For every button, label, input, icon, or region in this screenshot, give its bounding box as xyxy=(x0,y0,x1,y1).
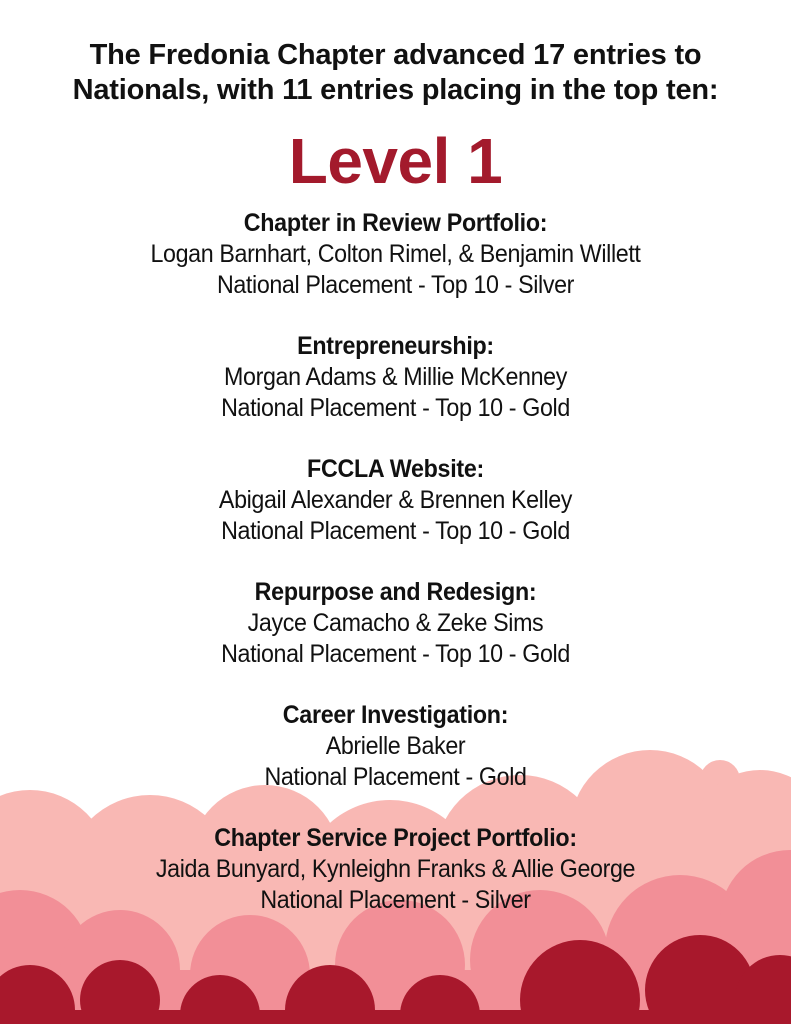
entry-members: Jaida Bunyard, Kynleighn Franks & Allie George xyxy=(155,855,636,883)
entry-members: Abigail Alexander & Brennen Kelley xyxy=(218,486,573,514)
entry xyxy=(0,454,791,547)
entry xyxy=(0,700,791,793)
entry xyxy=(0,208,791,301)
entry-placement: National Placement - Silver xyxy=(260,886,531,914)
entry-members: Abrielle Baker xyxy=(325,732,466,760)
entry xyxy=(0,823,791,916)
entry xyxy=(0,577,791,670)
entry-placement: National Placement - Top 10 - Gold xyxy=(221,640,570,668)
level-title: Level 1 xyxy=(288,125,503,197)
headline-line-2: Nationals, with 11 entries placing in the top ten: xyxy=(72,74,719,106)
entry-placement: National Placement - Gold xyxy=(264,763,527,791)
headline xyxy=(20,38,771,108)
entry-members: Morgan Adams & Millie McKenney xyxy=(224,363,567,391)
entry-title: Repurpose and Redesign: xyxy=(254,578,537,606)
entry xyxy=(0,331,791,424)
entry-placement: National Placement - Top 10 - Gold xyxy=(221,517,570,545)
entry-title: Entrepreneurship: xyxy=(297,332,494,360)
headline-line-1: The Fredonia Chapter advanced 17 entries to xyxy=(89,39,702,71)
entry-title: FCCLA Website: xyxy=(307,455,484,483)
entry-title: Career Investigation: xyxy=(282,701,509,729)
entry-title: Chapter in Review Portfolio: xyxy=(243,209,548,237)
entry-members: Logan Barnhart, Colton Rimel, & Benjamin Willett xyxy=(150,240,641,268)
entry-members: Jayce Camacho & Zeke Sims xyxy=(247,609,544,637)
entry-title: Chapter Service Project Portfolio: xyxy=(214,824,577,852)
entry-placement: National Placement - Top 10 - Gold xyxy=(221,394,570,422)
entry-placement: National Placement - Top 10 - Silver xyxy=(216,271,575,299)
